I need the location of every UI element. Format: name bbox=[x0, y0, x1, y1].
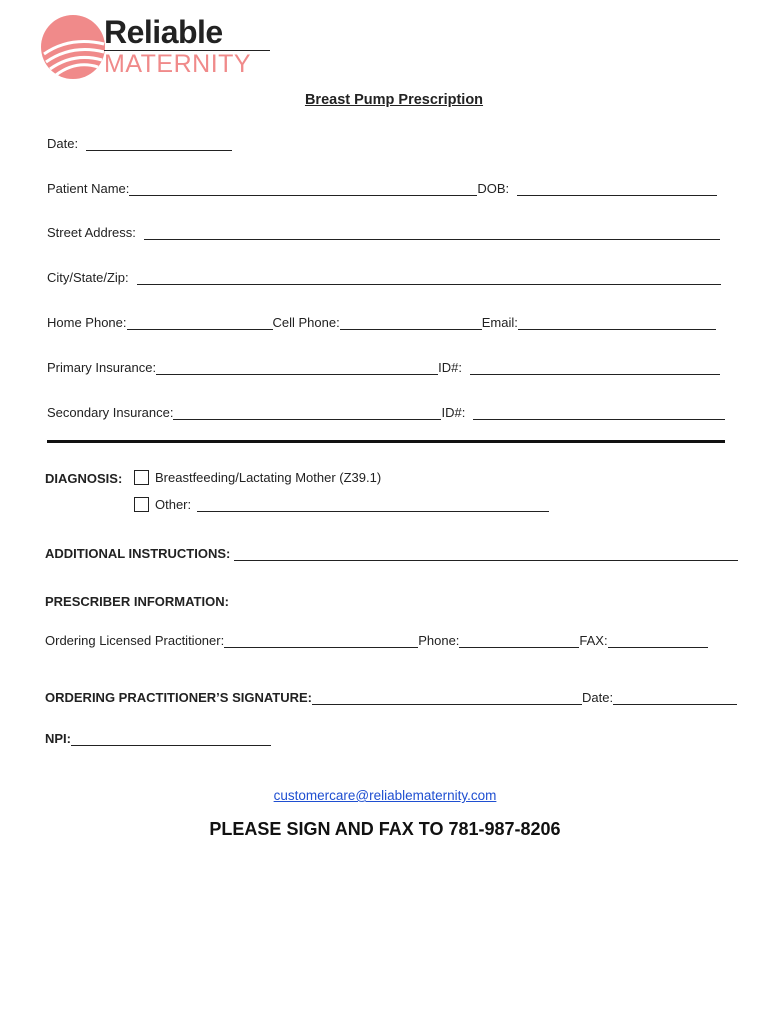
patient-name-field[interactable] bbox=[129, 183, 477, 196]
diagnosis-option-breastfeeding bbox=[134, 470, 381, 485]
other-checkbox[interactable] bbox=[134, 497, 149, 512]
npi-label: NPI: bbox=[45, 731, 71, 746]
footer-email-wrap bbox=[0, 788, 770, 803]
signature-date-field[interactable] bbox=[613, 692, 737, 705]
logo-mark-icon bbox=[40, 14, 106, 80]
practitioner-row bbox=[45, 633, 708, 648]
secondary-id-field[interactable] bbox=[473, 407, 725, 420]
date-label: Date: bbox=[47, 136, 79, 151]
email-label: Email: bbox=[481, 315, 518, 330]
additional-instructions-field[interactable] bbox=[234, 548, 738, 561]
npi-field[interactable] bbox=[71, 733, 271, 746]
home-phone-label: Home Phone: bbox=[47, 315, 127, 330]
city-state-zip-label: City/State/Zip: bbox=[47, 270, 129, 285]
section-divider bbox=[47, 440, 725, 443]
fax-instruction: PLEASE SIGN AND FAX TO 781-987-8206 bbox=[209, 819, 561, 839]
logo-name-line1: Reliable bbox=[104, 14, 223, 50]
secondary-insurance-row bbox=[47, 405, 725, 420]
prescriber-fax-label: FAX: bbox=[579, 633, 608, 648]
city-state-zip-field[interactable] bbox=[137, 272, 721, 285]
cell-phone-field[interactable] bbox=[340, 317, 482, 330]
other-label: Other: bbox=[155, 497, 192, 512]
npi-row bbox=[45, 731, 271, 746]
secondary-insurance-field[interactable] bbox=[173, 407, 441, 420]
signature-field[interactable] bbox=[312, 692, 582, 705]
secondary-id-label: ID#: bbox=[441, 405, 466, 420]
primary-id-field[interactable] bbox=[470, 362, 720, 375]
logo-name-line2: MATERNITY bbox=[104, 50, 252, 78]
practitioner-label: Ordering Licensed Practitioner: bbox=[45, 633, 225, 648]
other-field[interactable] bbox=[197, 499, 549, 512]
street-address-field[interactable] bbox=[144, 227, 720, 240]
customer-care-email-link[interactable]: customercare@reliablematernity.com bbox=[273, 788, 497, 803]
street-row bbox=[47, 225, 720, 240]
primary-insurance-field[interactable] bbox=[156, 362, 438, 375]
dob-field[interactable] bbox=[517, 183, 717, 196]
primary-insurance-row bbox=[47, 360, 720, 375]
breastfeeding-label: Breastfeeding/Lactating Mother (Z39.1) bbox=[155, 470, 382, 485]
signature-row bbox=[45, 690, 737, 705]
breastfeeding-checkbox[interactable] bbox=[134, 470, 149, 485]
patient-name-label: Patient Name: bbox=[47, 181, 130, 196]
practitioner-field[interactable] bbox=[224, 635, 418, 648]
contact-row bbox=[47, 315, 716, 330]
signature-date-label: Date: bbox=[582, 690, 614, 705]
prescriber-phone-field[interactable] bbox=[459, 635, 579, 648]
cell-phone-label: Cell Phone: bbox=[272, 315, 340, 330]
secondary-insurance-label: Secondary Insurance: bbox=[47, 405, 174, 420]
additional-instructions-row bbox=[45, 546, 738, 561]
prescriber-phone-label: Phone: bbox=[418, 633, 460, 648]
date-row bbox=[47, 136, 232, 151]
city-row bbox=[47, 270, 721, 285]
signature-label: ORDERING PRACTITIONER’S SIGNATURE: bbox=[45, 690, 312, 705]
dob-label: DOB: bbox=[477, 181, 510, 196]
prescriber-fax-field[interactable] bbox=[608, 635, 708, 648]
page-title: Breast Pump Prescription bbox=[304, 92, 484, 108]
date-field[interactable] bbox=[86, 138, 232, 151]
additional-instructions-label: ADDITIONAL INSTRUCTIONS: bbox=[45, 546, 231, 561]
diagnosis-label: DIAGNOSIS: bbox=[45, 471, 123, 486]
patient-row bbox=[47, 181, 717, 196]
diagnosis-option-other bbox=[134, 497, 549, 512]
email-field[interactable] bbox=[518, 317, 716, 330]
primary-id-label: ID#: bbox=[438, 360, 462, 375]
primary-insurance-label: Primary Insurance: bbox=[47, 360, 157, 375]
prescriber-heading: PRESCRIBER INFORMATION: bbox=[45, 594, 229, 609]
street-address-label: Street Address: bbox=[47, 225, 136, 240]
home-phone-field[interactable] bbox=[127, 317, 273, 330]
